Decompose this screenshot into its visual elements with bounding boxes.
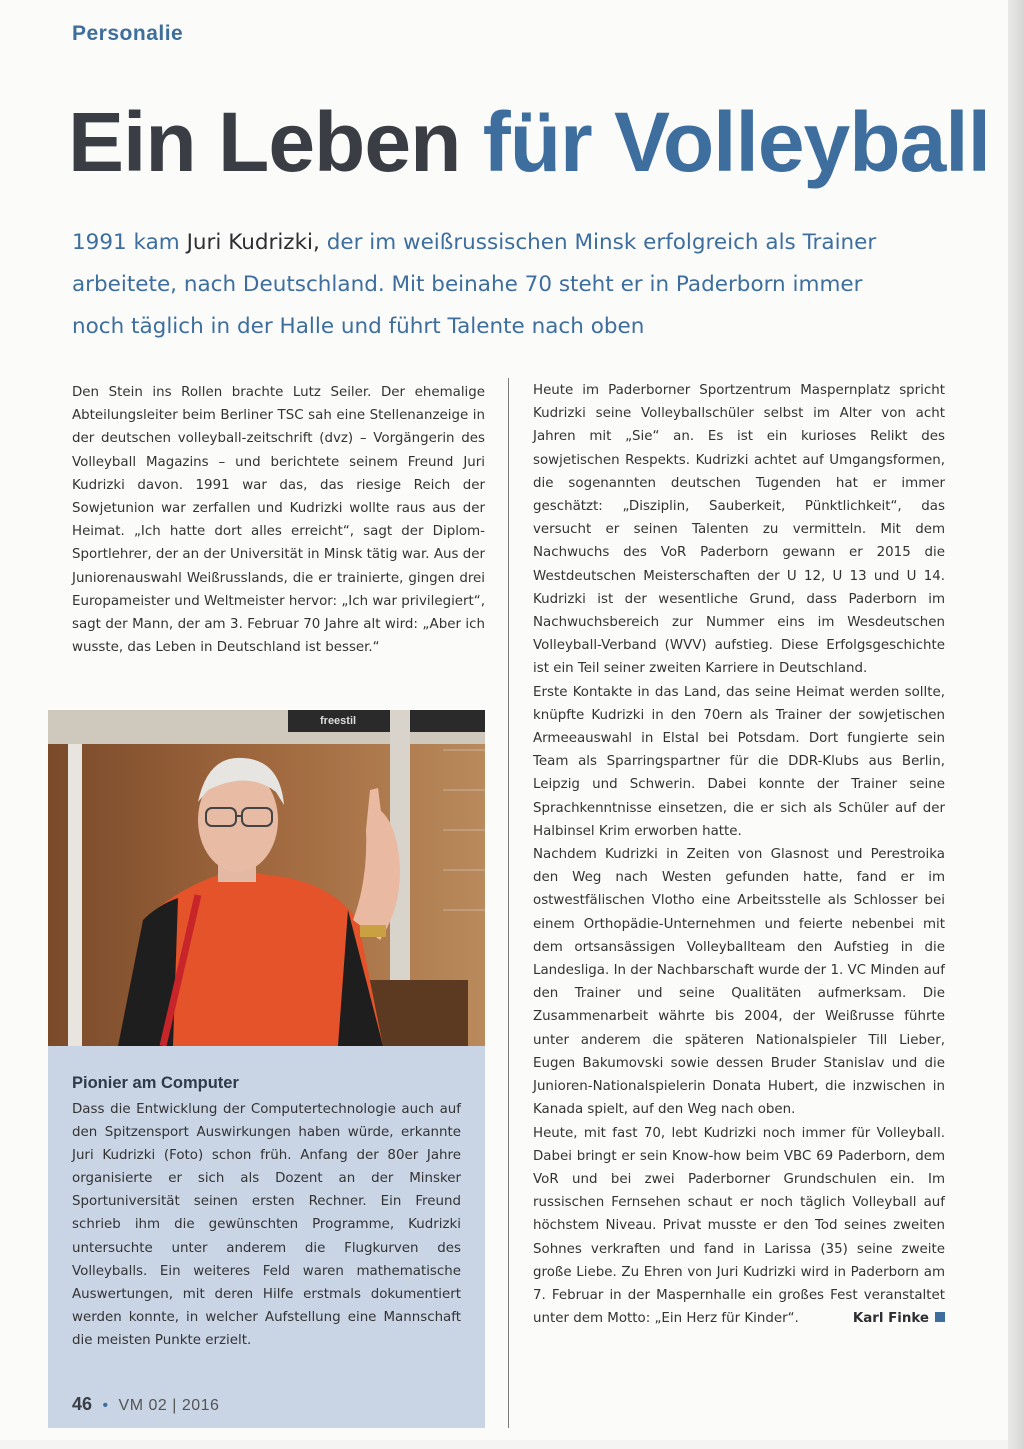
left-paragraph: Den Stein ins Rollen brachte Lutz Seiler. Der ehemalige Abteilungsleiter beim Berliner TSC sah eine Stellenanzeige in der deutschen volleyball-zeitschrift (dvz) – Vorgängerin des Volleyball Magazins – und berichtete seinem Freund Juri Kudrizki davon. 1991 war das, das riesige Reich der Sowjetunion war zerfallen und Kudrizki wollte raus aus der Heimat. „Ich hatte dort alles erreicht“, sagt der Diplom-Sportlehrer, der an der Universität in Minsk tätig war. Aus der Juniorenauswahl Weißrusslands, die er trainierte, gingen drei Europameister und Weltmeister hervor: „Ich war privilegiert“, sagt der Mann, der am 3. Februar 70 Jahre alt wird: „Aber ich wusste, das Leben in Deutschland ist besser.“ bbox=[72, 385, 485, 656]
subhead-name: Juri Kudrizki, bbox=[186, 230, 320, 255]
right-paragraph bbox=[533, 1122, 945, 1331]
author-name: Karl Finke bbox=[852, 1311, 929, 1327]
section-label: Personalie bbox=[72, 22, 184, 45]
coach-photo bbox=[48, 710, 485, 1046]
left-column bbox=[72, 381, 485, 659]
column-divider bbox=[508, 378, 509, 1428]
page-number: 46 bbox=[72, 1394, 93, 1414]
end-square-icon bbox=[935, 1312, 945, 1322]
folio bbox=[72, 1394, 219, 1415]
right-paragraph-text: Heute, mit fast 70, lebt Kudrizki noch immer für Volleyball. Dabei bringt er sein Know-how beim VBC 69 Paderborn, dem VoR und bei zwei Paderborner Grundschulen ein. Im russischen Fernsehen schaut er noch täglich Volleyball auf höchstem Niveau. Privat musste er den Tod seines zweiten Sohnes verkraften und fand in Larissa (35) seine zweite große Liebe. Zu Ehren von Juri Kudrizki wird in Paderborn am 7. Februar in der Maspernhalle ein großes Fest veranstaltet unter dem Motto: „Ein Herz für Kinder“. bbox=[533, 1125, 945, 1327]
magazine-issue: VM 02 | 2016 bbox=[118, 1397, 220, 1414]
author-byline bbox=[853, 1307, 945, 1330]
infobox-title: Pionier am Computer bbox=[72, 1074, 239, 1092]
coach-photo-illustration bbox=[48, 710, 485, 1046]
infobox bbox=[48, 1046, 485, 1428]
folio-separator-icon: • bbox=[102, 1397, 109, 1414]
right-paragraph: Erste Kontakte in das Land, das seine Heimat werden sollte, knüpfte Kudrizki in den 70ern als Trainer der sowjetischen Armeeauswahl in Elstal bei Potsdam. Dort fungierte sein Team als Sparringspartner für die DDR-Klubs aus Berlin, Leipzig und Schwerin. Dabei konnte der Trainer seine Sprachkenntnisse einsetzen, die er sich als Schüler auf der Halbinsel Krim erworben hatte. bbox=[533, 684, 945, 839]
headline bbox=[68, 96, 990, 188]
right-paragraph: Nachdem Kudrizki in Zeiten von Glasnost und Perestroika den Weg nach Westen gefunden hatte, fand er im ostwestfälischen Vlotho eine Arbeitsstelle als Schlosser bei einem Orthopädie-Unternehmen und feierte nebenbei mit dem ortsansässigen Volleyballteam den Aufstieg in die Landesliga. In der Nachbarschaft wurde der 1. VC Minden auf den Trainer und seine Qualitäten aufmerksam. Die Zusammenarbeit währte bis 2004, der Weißrusse führte unter anderem die späteren Nationalspieler Till Lieber, Eugen Bakumovski sowie dessen Bruder Stanislav und die Junioren-Nationalspielerin Donata Hubert, die inzwischen in Kanada spielt, auf den Weg nach oben. bbox=[533, 847, 945, 1118]
subhead-rest: der im weißrussischen Minsk erfolgreich als Trainer arbeitete, nach Deutschland. Mit beinahe 70 steht er in Paderborn immer noch täglich in der Halle und führt Talente nach oben bbox=[72, 230, 877, 339]
right-column bbox=[533, 379, 945, 1330]
headline-part-1: Ein Leben bbox=[68, 95, 461, 189]
right-paragraph: Heute im Paderborner Sportzentrum Maspernplatz spricht Kudrizki seine Volleyballschüler selbst im Alter von acht Jahren mit „Sie“ an. Es ist ein kurioses Relikt des sowjetischen Respekts. Kudrizki achtet auf Umgangsformen, die sogenannten deutschen Tugenden hat er immer geschätzt: „Disziplin, Sauberkeit, Pünktlichkeit“, das versucht er seinen Talenten zu vermitteln. Mit dem Nachwuchs des VoR Paderborn gewann er 2015 die Westdeutschen Meisterschaften der U 12, U 13 und U 14. Kudrizki ist der wesentliche Grund, dass Paderborn im Nachwuchsbereich zur Nummer eins im Wesdeutschen Volleyball-Verband (WVV) aufstieg. Diese Erfolgsgeschichte ist ein Teil seiner zweiten Karriere in Deutschland. bbox=[533, 383, 945, 677]
infobox-text: Dass die Entwicklung der Computertechnologie auch auf den Spitzensport Auswirkungen haben würde, erkannte Juri Kudrizki (Foto) schon früh. Anfang der 80er Jahre organisierte er sich als Dozent an der Minsker Sportuniversität seinen ersten Rechner. Ein Freund schrieb ihm die gewünschten Programme, Kudrizki untersuchte unter anderem die Flugkurven des Volleyballs. Ein weiteres Feld waren mathematische Auswertungen, mit deren Hilfe erstmals dokumentiert werden konnte, in welcher Aufstellung eine Mannschaft die meisten Punkte erzielt. bbox=[72, 1102, 461, 1348]
banner-text: freestil bbox=[320, 715, 357, 727]
subhead-year: 1991 kam bbox=[72, 230, 187, 255]
subheadline bbox=[72, 222, 902, 348]
page-edge bbox=[1008, 0, 1024, 1449]
headline-part-2: für Volleyball bbox=[482, 95, 990, 189]
